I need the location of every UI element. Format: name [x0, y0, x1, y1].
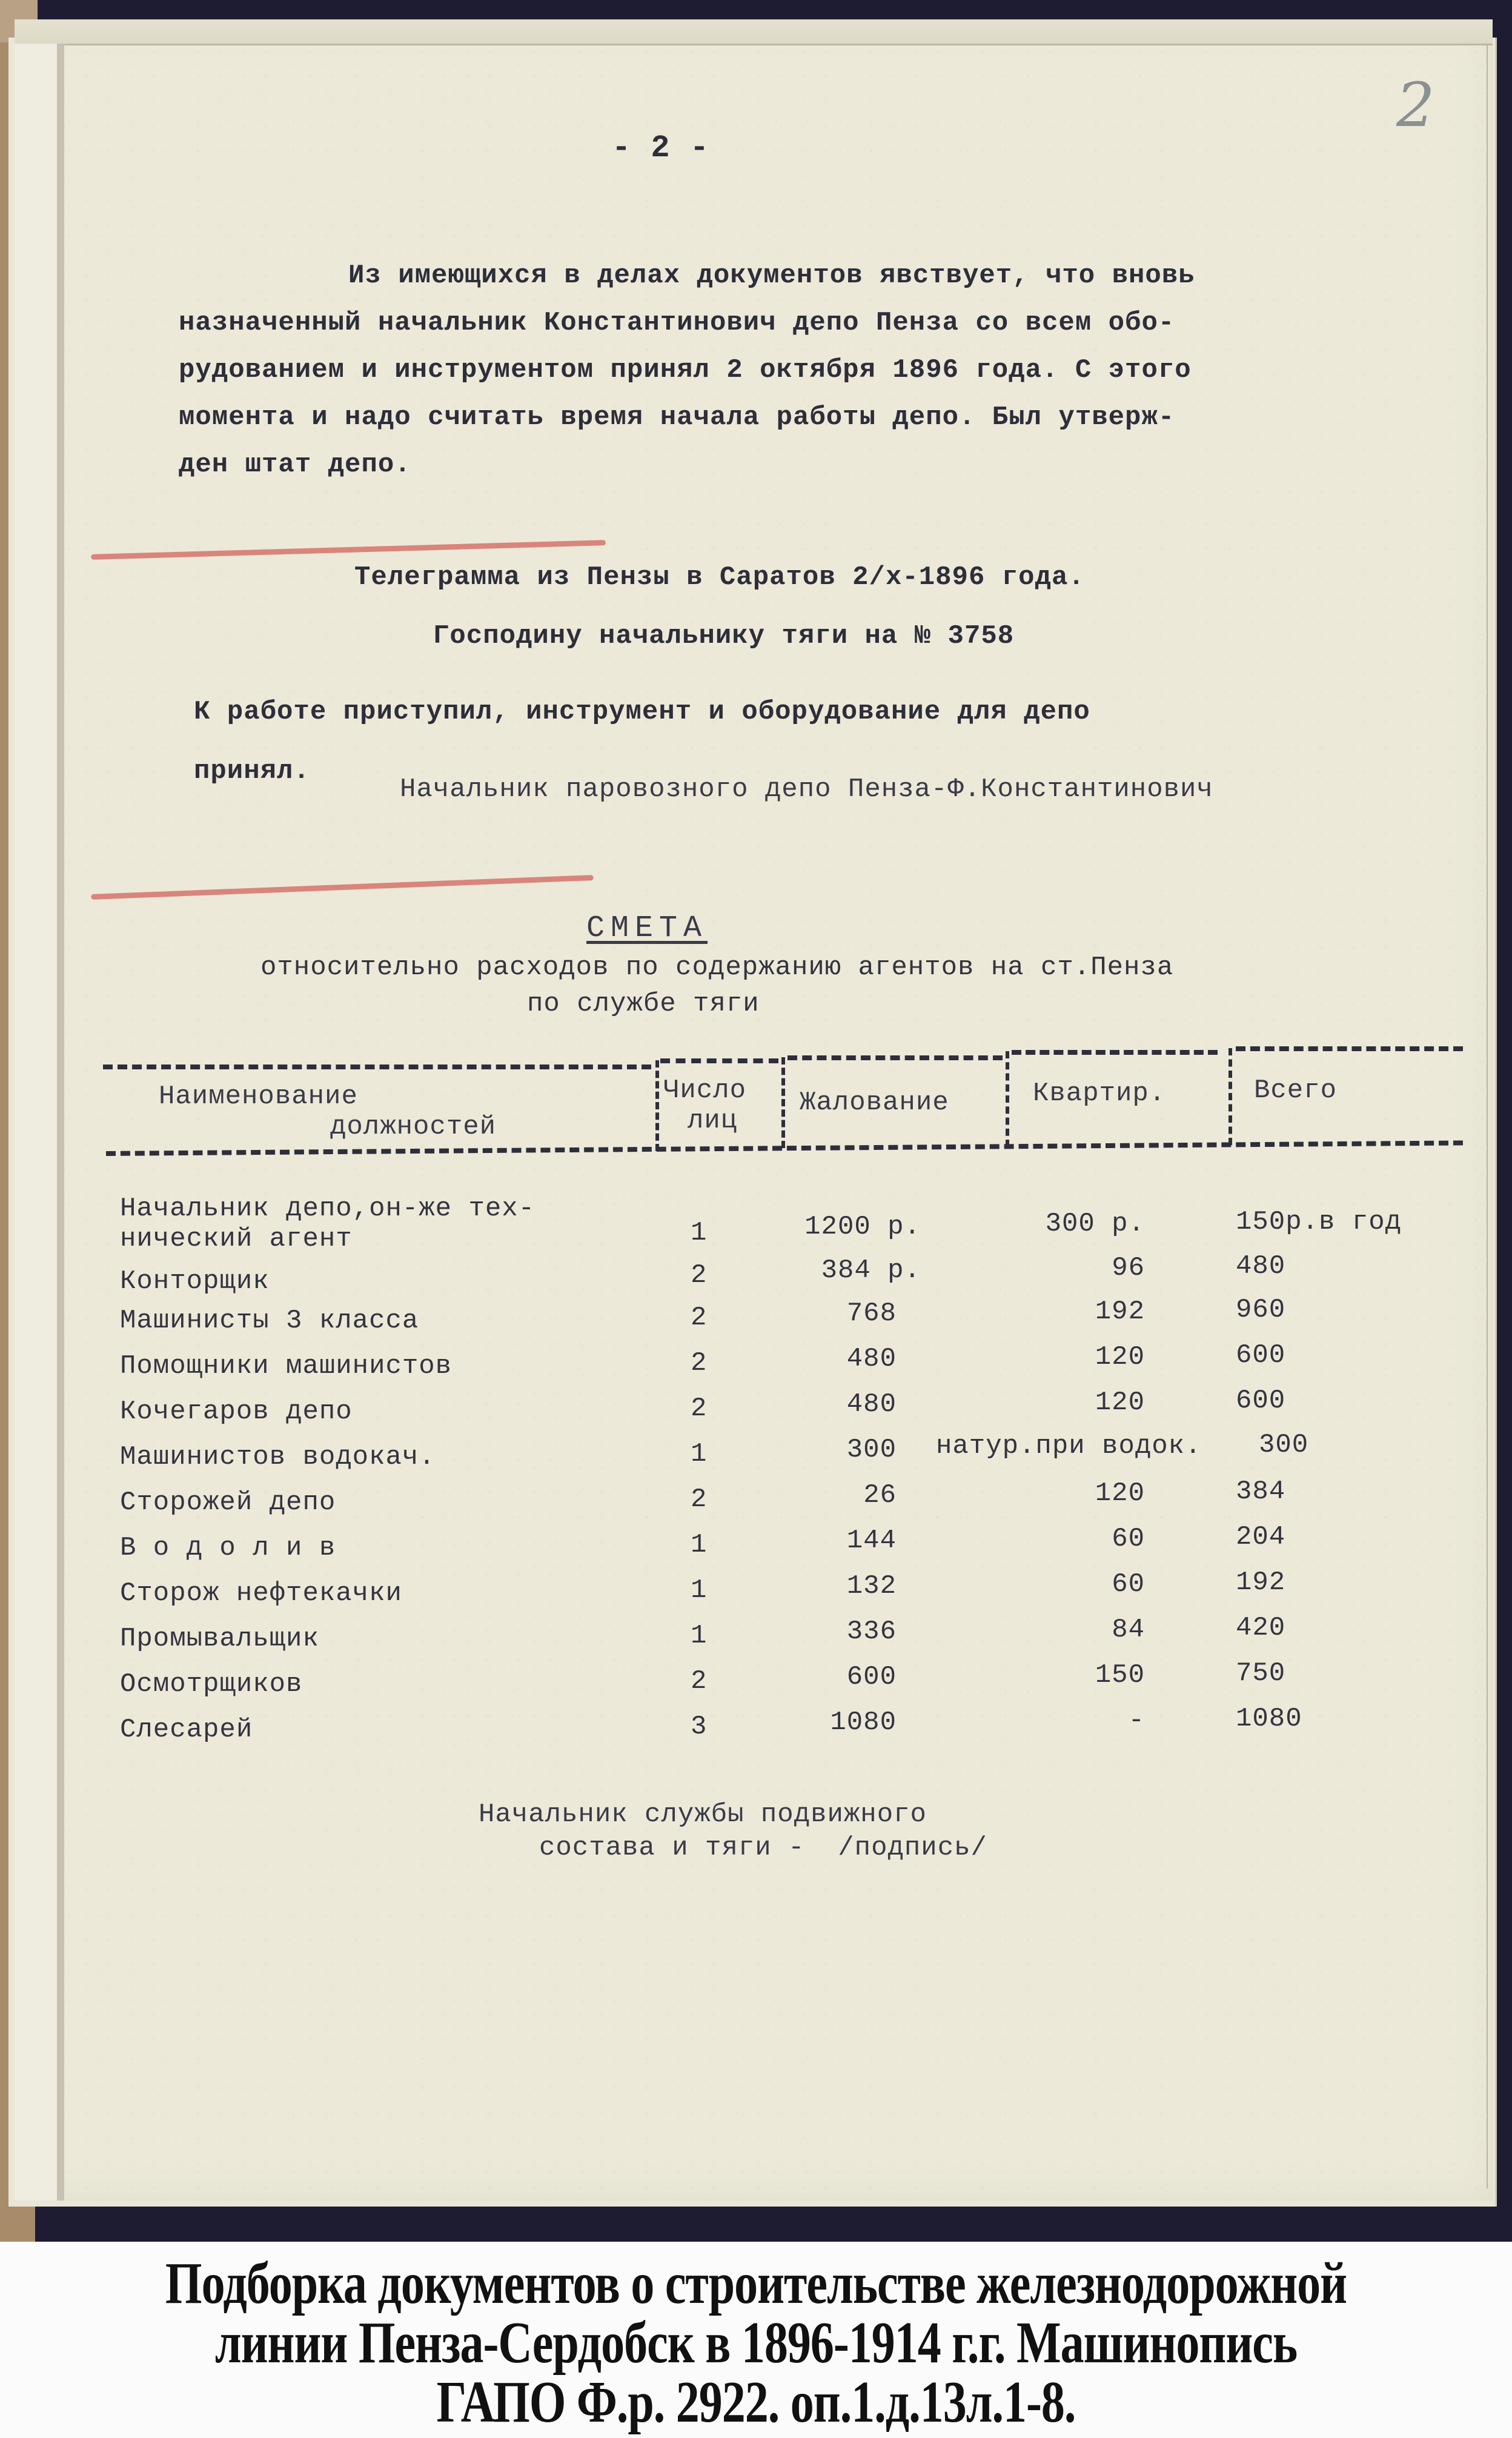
intro-line-2: назначенный начальник Константинович депо Пенза со всем обо-: [179, 308, 1175, 338]
row-housing: 84: [1112, 1615, 1145, 1645]
row-total: 600: [1236, 1340, 1286, 1370]
row-salary: 384 р.: [821, 1255, 921, 1286]
row-position-name: Промывальщик: [120, 1624, 319, 1654]
row-position-name: В о д о л и в: [120, 1533, 336, 1563]
row-housing: 120: [1095, 1478, 1145, 1509]
row-total: 150р.в год: [1236, 1207, 1402, 1237]
caption-line-3: ГАПО Ф.р. 2922. оп.1.д.13л.1-8.: [436, 2368, 1076, 2434]
row-salary: 768: [846, 1298, 897, 1329]
handwritten-sheet-number: 2: [1396, 70, 1435, 141]
column-divider: [781, 1057, 785, 1148]
header-total: Всего: [1254, 1075, 1338, 1106]
row-position-name: Осмотрщиков: [120, 1669, 303, 1699]
row-salary: 1080: [830, 1707, 897, 1738]
smeta-signature-line-2: состава и тяги - /подпись/: [539, 1833, 987, 1863]
row-housing: 192: [1095, 1297, 1145, 1327]
table-rule-top: [660, 1058, 778, 1063]
table-rule-top: [1236, 1046, 1463, 1051]
smeta-subtitle-line-1: относительно расходов по содержанию агентов на ст.Пенза: [260, 952, 1174, 983]
telegram-signature: Начальник паровозного депо Пенза-Ф.Константинович: [400, 774, 1213, 805]
row-housing: 120: [1095, 1342, 1145, 1372]
row-salary: 336: [846, 1616, 897, 1647]
caption-line-1: Подборка документов о строительстве железнодорожной: [165, 2250, 1347, 2316]
intro-paragraph: [0, 0, 1195, 480]
table-row: [0, 1194, 1512, 1254]
row-total: 750: [1236, 1658, 1286, 1689]
page-edge: [1487, 44, 1490, 2188]
row-total: 420: [1236, 1613, 1286, 1643]
row-count: 2: [691, 1666, 708, 1696]
column-divider: [1006, 1051, 1009, 1147]
intro-line-1: Из имеющихся в делах документов явствует, что вновь: [348, 261, 1195, 291]
column-divider: [655, 1060, 659, 1151]
row-total: 204: [1236, 1522, 1286, 1552]
header-housing: Квартир.: [1033, 1078, 1166, 1109]
row-count: 2: [691, 1303, 708, 1333]
row-position-name: Конторщик: [120, 1266, 270, 1297]
smeta-title: СМЕТА: [586, 911, 708, 946]
row-position-name: Слесарей: [120, 1715, 253, 1745]
row-total: 600: [1236, 1386, 1286, 1416]
row-total: 480: [1236, 1251, 1286, 1281]
row-salary: 480: [846, 1389, 897, 1420]
row-salary: 600: [846, 1662, 897, 1692]
row-housing: 60: [1112, 1524, 1145, 1554]
row-position-name: Помощники машинистов: [120, 1351, 453, 1381]
row-position-name: Начальник депо,он-же тех-: [120, 1194, 536, 1224]
header-salary: Жалование: [800, 1088, 949, 1118]
row-salary: 300: [846, 1435, 897, 1465]
row-count: 1: [691, 1439, 708, 1469]
row-count: 1: [691, 1621, 708, 1651]
row-total: 300: [1259, 1430, 1309, 1460]
row-total: 384: [1236, 1476, 1286, 1507]
smeta-signature-line-1: Начальник службы подвижного: [479, 1799, 927, 1830]
table-rule-top: [103, 1065, 651, 1069]
row-count: 2: [691, 1348, 708, 1378]
row-count: 1: [691, 1575, 708, 1606]
row-housing: 150: [1095, 1660, 1145, 1690]
row-salary: 144: [846, 1526, 897, 1556]
header-name-line-1: Наименование: [159, 1081, 358, 1112]
row-position-name: Машинистов водокач.: [120, 1442, 436, 1472]
header-count-line-2: лиц: [688, 1106, 738, 1136]
row-count: 2: [691, 1393, 708, 1424]
row-total: 1080: [1236, 1704, 1302, 1734]
intro-line-4: момента и надо считать время начала работы депо. Был утверж-: [179, 402, 1175, 433]
intro-line-5: ден штат депо.: [179, 450, 411, 480]
binding-strip: [15, 44, 64, 2201]
row-salary: 132: [846, 1571, 897, 1601]
telegram-body-line-1: К работе приступил, инструмент и оборудование для депо: [194, 697, 1090, 727]
header-name-line-2: должностей: [330, 1112, 497, 1142]
row-total: 192: [1236, 1567, 1286, 1598]
row-salary: 26: [863, 1480, 897, 1510]
row-count: 3: [691, 1712, 708, 1742]
page-number: - 2 -: [612, 130, 710, 166]
telegram-heading: Телеграмма из Пензы в Саратов 2/х-1896 года.: [354, 562, 1085, 593]
column-divider: [1228, 1048, 1232, 1145]
top-fold: [15, 19, 1493, 45]
row-housing: 300 р.: [1045, 1209, 1145, 1239]
row-position-name: Сторожей депо: [120, 1487, 336, 1518]
table-row: [0, 1704, 1512, 1763]
row-count: 1: [691, 1530, 708, 1560]
smeta-subtitle-line-2: по службе тяги: [527, 989, 760, 1019]
row-position-name: Сторож нефтекачки: [120, 1578, 402, 1609]
telegram-body-line-2: принял.: [194, 756, 310, 786]
row-salary: 480: [846, 1344, 897, 1374]
row-position-name: Кочегаров депо: [120, 1397, 353, 1427]
header-count-line-1: Число: [663, 1075, 747, 1106]
table-rule-top: [788, 1055, 1003, 1060]
row-total: 960: [1236, 1295, 1286, 1325]
table-rule-top: [1012, 1050, 1218, 1055]
row-housing: натур.при водок.: [936, 1431, 1202, 1461]
row-position-name-cont: нический агент: [120, 1224, 353, 1254]
telegram-addressee: Господину начальнику тяги на № 3758: [433, 621, 1015, 651]
row-salary: 1200 р.: [804, 1212, 921, 1242]
row-housing: -: [1128, 1706, 1145, 1736]
row-count: 2: [691, 1484, 708, 1515]
row-count: 1: [691, 1218, 708, 1248]
row-housing: 120: [1095, 1387, 1145, 1418]
row-housing: 96: [1112, 1253, 1145, 1283]
row-housing: 60: [1112, 1569, 1145, 1599]
intro-line-3: рудованием и инструментом принял 2 октября 1896 года. С этого: [179, 355, 1192, 385]
caption-line-2: линии Пенза-Сердобск в 1896-1914 г.г. Машинопись: [214, 2309, 1298, 2375]
row-position-name: Машинисты 3 класса: [120, 1306, 419, 1336]
row-count: 2: [691, 1260, 708, 1290]
